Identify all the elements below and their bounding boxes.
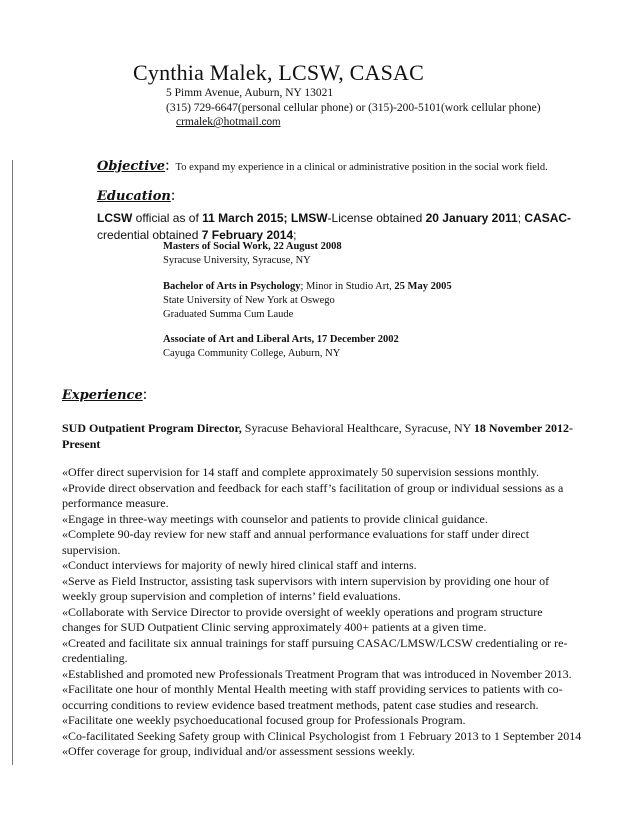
cred-date-1: 11 March 2015; LMSW (202, 211, 328, 225)
duty-item: «Created and facilitate six annual trainings for staff pursuing CASAC/LMSW/LCSW credentialing or re-credentialing. (62, 635, 568, 665)
experience-heading: Experience (62, 388, 143, 403)
objective-heading: Objective (97, 159, 166, 174)
job-duties-list (62, 465, 582, 760)
cred-lcsw: LCSW (97, 211, 133, 225)
cred-text-1: official as of (132, 211, 203, 225)
objective-colon: : (165, 157, 170, 174)
cred-text-2: -License obtained (327, 211, 426, 225)
phone-numbers: (315) 729-6647(personal cellular phone) or (315)-200-5101(work cellular phone) (166, 102, 541, 114)
degree-school: State University of New York at Oswego (163, 295, 335, 306)
experience-colon: : (142, 386, 148, 403)
duty-item: «Facilitate one hour of monthly Mental Health meeting with staff providing services to patients with co-occurring conditions to review evidence based treatment methods, patent case studies and research. (62, 682, 563, 712)
duty-item: «Established and promoted new Professionals Treatment Program that was introduced in November 2013. (62, 666, 572, 681)
duty-item: «Complete 90-day review for new staff and annual performance evaluations for staff under direct supervision. (62, 527, 530, 557)
cred-date-2: 20 January 2011 (425, 211, 518, 225)
degree-minor: ; Minor in Studio Art, (300, 281, 395, 292)
email-link[interactable] (176, 116, 280, 128)
degree-masters (163, 240, 342, 268)
candidate-name: Cynthia Malek, LCSW, CASAC (133, 60, 425, 85)
email-user: crmalek@hotmail (176, 116, 259, 128)
degree-title: Associate of Art and Liberal Arts, 17 December 2002 (163, 334, 399, 345)
duty-item: «Facilitate one weekly psychoeducational focused group for Professionals Program. (62, 713, 466, 727)
duty-item: «Serve as Field Instructor, assisting task supervisors with intern supervision by providing one hour of weekly group supervision and completion of interns’ field evaluations. (62, 573, 550, 603)
duty-item: «Offer direct supervision for 14 staff and complete approximately 50 supervision sessions monthly. (62, 465, 540, 479)
duty-item: «Conduct interviews for majority of newly hired clinical staff and interns. (62, 558, 417, 572)
job-dates: 18 November 2012-Present (62, 421, 573, 451)
degree-school: Cayuga Community College, Auburn, NY (163, 348, 341, 359)
degree-bachelor (163, 280, 452, 322)
degree-title: Masters of Social Work, 22 August 2008 (163, 241, 342, 252)
education-section-heading (97, 187, 175, 205)
duty-item: «Offer coverage for group, individual and/or assessment sessions weekly. (62, 744, 415, 758)
degree-title: Bachelor of Arts in Psychology (163, 281, 301, 292)
degree-associate (163, 333, 399, 361)
education-colon: : (170, 187, 176, 204)
duty-item: «Collaborate with Service Director to provide oversight of weekly operations and program structure changes for SUD Outpatient Clinic serving approximately 400+ patients at a given time. (62, 604, 543, 634)
job-employer: Syracuse Behavioral Healthcare, Syracuse, NY (241, 421, 474, 435)
cred-text-4: credential obtained (97, 228, 202, 242)
job-header (62, 421, 582, 452)
cred-text-3: ; (517, 211, 525, 225)
degree-honors: Graduated Summa Cum Laude (163, 309, 294, 320)
credentials-line (97, 210, 577, 244)
email-domain: .com (258, 117, 281, 128)
degree-school: Syracuse University, Syracuse, NY (163, 255, 311, 266)
margin-rule (12, 160, 13, 765)
cred-casac: CASAC- (524, 211, 572, 225)
education-heading: Education (97, 189, 171, 204)
objective-section (97, 157, 548, 175)
experience-section-heading (62, 386, 147, 404)
duty-item: «Co-facilitated Seeking Safety group with Clinical Psychologist from 1 February 2013 to 1 September 2014 (62, 728, 582, 743)
duty-item: «Provide direct observation and feedback for each staff’s facilitation of group or individual sessions as a performance measure. (62, 480, 564, 510)
degree-date: 25 May 2005 (394, 281, 452, 292)
cred-date-3: 7 February 2014 (201, 228, 294, 242)
cred-text-5: ; (293, 228, 297, 242)
address: 5 Pimm Avenue, Auburn, NY 13021 (166, 87, 334, 99)
duty-item: «Engage in three-way meetings with counselor and patients to provide clinical guidance. (62, 511, 488, 526)
objective-text: To expand my experience in a clinical or administrative position in the social work field. (175, 162, 548, 173)
job-title: SUD Outpatient Program Director, (62, 421, 242, 435)
